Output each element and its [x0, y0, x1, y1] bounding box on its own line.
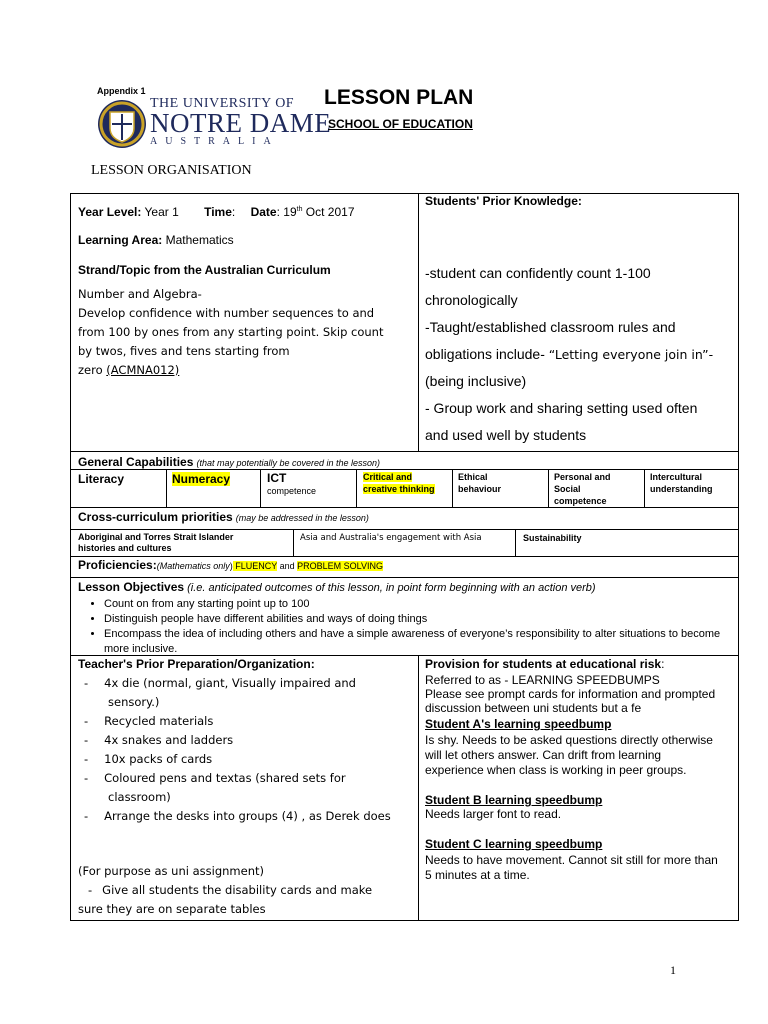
- risk-heading: Provision for students at educational risk:: [425, 657, 665, 671]
- curriculum-code: (ACMNA012): [106, 363, 180, 377]
- list-item: - Coloured pens and textas (shared sets for: [84, 771, 346, 785]
- list-item: - Arrange the desks into groups (4) , as Derek does: [84, 809, 391, 823]
- section-heading: LESSON ORGANISATION: [91, 163, 252, 178]
- year-level-row: Year Level: Year 1 Time: Date: 19th Oct 2017: [78, 205, 355, 219]
- university-name-line1: THE UNIVERSITY OF: [150, 96, 295, 111]
- uni-assignment-item: - Give all students the disability cards and make sure they are on separate tables: [78, 883, 373, 916]
- priority-aboriginal: Aboriginal and Torres Strait Islander histories and cultures: [78, 532, 234, 553]
- student-a-text: Is shy. Needs to be asked questions directly otherwise will let others answer. Can drift from learning experience when class is working in peer groups.: [425, 733, 713, 777]
- strand-description: Number and Algebra- Develop confidence with number sequences to and from 100 by ones from any starting point. Skip count by twos, fives and tens starting from zero (ACMNA012): [78, 287, 384, 377]
- list-item: sensory.): [108, 695, 160, 709]
- student-b-text: Needs larger font to read.: [425, 807, 562, 821]
- page-subtitle: SCHOOL OF EDUCATION: [328, 117, 473, 131]
- appendix-label: Appendix 1: [97, 86, 146, 96]
- student-b-heading: Student B learning speedbump: [425, 793, 603, 807]
- objectives-list: [64, 597, 734, 657]
- priority-sustainability: Sustainability: [523, 533, 582, 543]
- preparation-label: Teacher's Prior Preparation/Organization:: [78, 657, 315, 671]
- university-name-line2: NOTRE DAME: [150, 108, 332, 138]
- student-a-heading: Student A's learning speedbump: [425, 717, 612, 731]
- capability-ethical: Ethical behaviour: [458, 472, 502, 494]
- preparation-list: [84, 674, 414, 826]
- strand-label: Strand/Topic from the Australian Curriculum: [78, 263, 331, 277]
- university-crest-icon: [97, 98, 147, 150]
- list-item: • Distinguish people have different abilities and ways of doing things: [104, 612, 734, 627]
- cross-curriculum-heading: Cross-curriculum priorities (may be addressed in the lesson): [78, 510, 369, 524]
- list-item: - 4x die (normal, giant, Visually impaired and: [84, 676, 356, 690]
- list-item: • Count on from any starting point up to 100: [104, 597, 734, 612]
- capability-literacy: Literacy: [78, 472, 125, 486]
- uni-assignment-note: (For purpose as uni assignment): [78, 864, 264, 878]
- prior-knowledge-label: Students' Prior Knowledge:: [425, 194, 582, 208]
- list-item: • Encompass the idea of including others and have a simple awareness of everyone’s responsibility to alter situations to become more inclusive.: [104, 627, 734, 657]
- capability-critical-thinking: Critical and creative thinking: [363, 472, 435, 494]
- list-item: - 10x packs of cards: [84, 752, 213, 766]
- prior-knowledge-text: -student can confidently count 1-100 chronologically -Taught/established classroom rules and obligations include- “Letting everyone join in”- (being inclusive) - Group work and sharing setting used often and used well by students: [425, 265, 714, 443]
- learning-area-row: Learning Area: Mathematics: [78, 233, 234, 247]
- capability-intercultural: Intercultural understanding: [650, 472, 713, 494]
- proficiencies-row: Proficiencies:(Mathematics only) FLUENCY and PROBLEM SOLVING: [78, 558, 383, 572]
- university-name-line3: AUSTRALIA: [150, 136, 279, 147]
- page-title: LESSON PLAN: [324, 86, 474, 109]
- capability-ict: ICT competence: [267, 471, 317, 496]
- capability-personal-social: Personal and Social competence: [554, 472, 611, 506]
- list-item: - Recycled materials: [84, 714, 214, 728]
- objectives-heading: Lesson Objectives (i.e. anticipated outcomes of this lesson, in point form beginning with an action verb): [78, 580, 596, 594]
- priority-asia: Asia and Australia's engagement with Asia: [300, 533, 482, 543]
- student-c-heading: Student C learning speedbump: [425, 837, 603, 851]
- capability-numeracy: Numeracy: [172, 472, 231, 486]
- student-c-text: Needs to have movement. Cannot sit still for more than 5 minutes at a time.: [425, 853, 718, 882]
- capabilities-heading: General Capabilities (that may potentially be covered in the lesson): [78, 455, 381, 469]
- list-item: classroom): [108, 790, 171, 804]
- page-number: 1: [670, 963, 676, 977]
- list-item: - 4x snakes and ladders: [84, 733, 234, 747]
- risk-intro: Referred to as - LEARNING SPEEDBUMPS Please see prompt cards for information and prompted discussion between uni students but a fe: [425, 673, 716, 715]
